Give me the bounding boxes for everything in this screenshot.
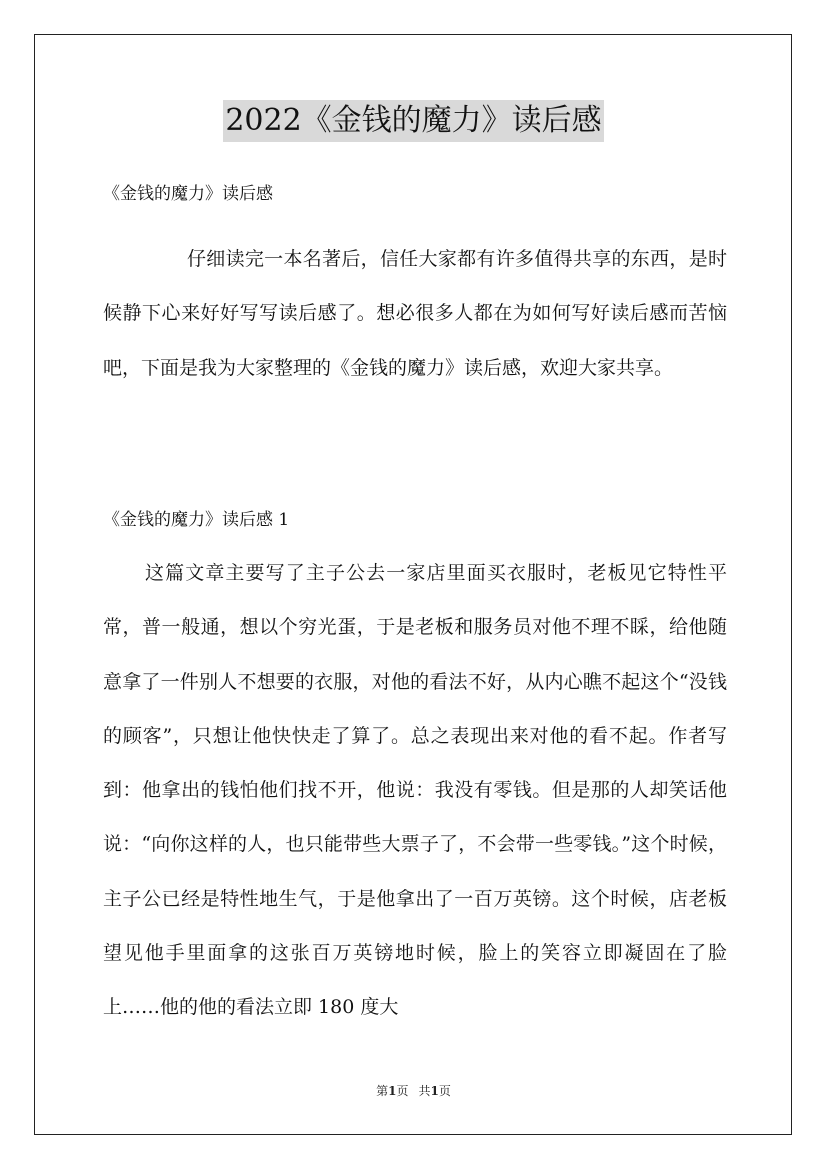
section-1-paragraph: 这篇文章主要写了主子公去一家店里面买衣服时，老板见它特性平常，普一般通，想以个穷光蛋，于是老板和服务员对他不理不睬，给他随意拿了一件别人不想要的衣服，对他的看法不好，从内心瞧不起这个“没钱的顾客”，只想让他快快走了算了。总之表现出来对他的看不起。作者写到：他拿出的钱怕他们找不开，他说：我没有零钱。但是那的人却笑话他说：“向你这样的人，也只能带些大票子了，不会带一些零钱。”这个时候，主子公已经是特性地生气，于是他拿出了一百万英镑。这个时候，店老板望见他手里面拿的这张百万英镑地时候，脸上的笑容立即凝固在了脸上……他的他的看法立即 180 度大	[103, 562, 727, 1019]
footer-total-suffix: 页	[438, 1084, 451, 1098]
page-footer	[0, 1083, 827, 1099]
section-1-heading: 《金钱的魔力》读后感 1	[103, 510, 290, 530]
intro-paragraph: 仔细读完一本名著后，信任大家都有许多值得共享的东西，是时候静下心来好好写写读后感了。想必很多人都在为如何写好读后感而苦恼吧，下面是我为大家整理的《金钱的魔力》读后感，欢迎大家共享。	[103, 248, 727, 379]
footer-page-prefix: 第	[376, 1084, 389, 1098]
footer-page-current: 1	[388, 1084, 397, 1098]
footer-total-prefix: 共	[418, 1084, 431, 1098]
title-container	[0, 100, 827, 142]
document-title: 2022《金钱的魔力》读后感	[223, 100, 603, 142]
footer-page-suffix: 页	[396, 1084, 409, 1098]
document-subtitle: 《金钱的魔力》读后感	[103, 184, 273, 204]
footer-page-total: 1	[430, 1084, 439, 1098]
